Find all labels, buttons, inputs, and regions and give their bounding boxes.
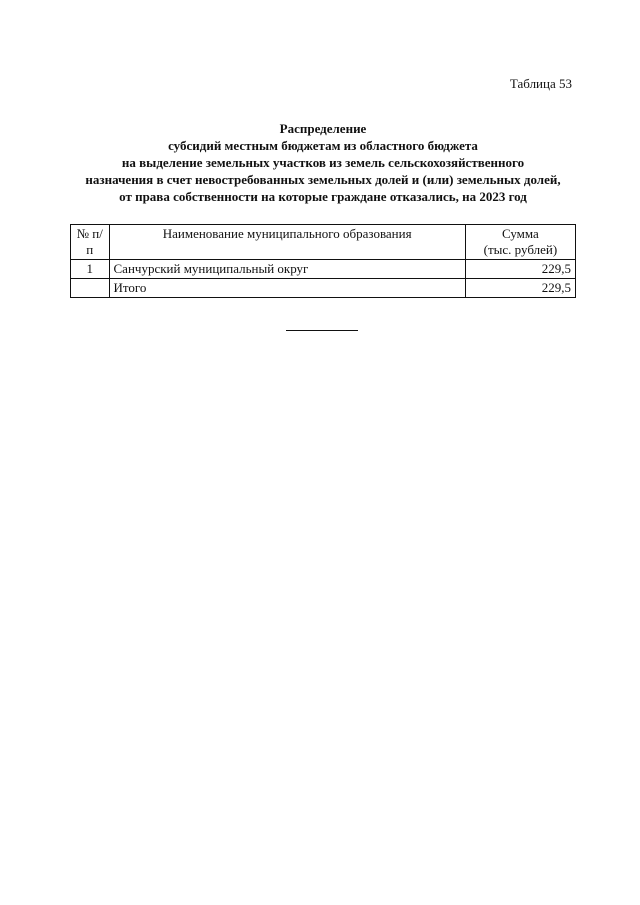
table-row bbox=[71, 260, 576, 279]
table-header-row bbox=[71, 225, 576, 260]
header-name: Наименование муниципального образования bbox=[109, 225, 465, 260]
title-line-4: назначения в счет невостребованных земельных долей и (или) земельных долей, bbox=[85, 172, 561, 187]
title-line-1: Распределение bbox=[279, 121, 367, 136]
table-row-total bbox=[71, 279, 576, 298]
row-name: Санчурский муниципальный округ bbox=[109, 260, 465, 279]
end-separator-line bbox=[286, 330, 358, 331]
document-title bbox=[70, 120, 576, 205]
header-num: № п/п bbox=[71, 225, 110, 260]
title-line-2: субсидий местным бюджетам из областного бюджета bbox=[168, 138, 478, 153]
row-name: Итого bbox=[109, 279, 465, 298]
title-line-3: на выделение земельных участков из земель сельскохозяйственного bbox=[121, 155, 525, 170]
row-sum: 229,5 bbox=[465, 260, 575, 279]
header-sum bbox=[465, 225, 575, 260]
row-sum: 229,5 bbox=[465, 279, 575, 298]
subsidy-table bbox=[70, 224, 576, 298]
table-number: Таблица 53 bbox=[509, 76, 572, 91]
row-num: 1 bbox=[71, 260, 110, 279]
header-sum-line1: Сумма bbox=[501, 226, 539, 241]
title-line-5: от права собственности на которые граждане отказались, на 2023 год bbox=[119, 189, 527, 204]
row-num bbox=[71, 279, 110, 298]
header-sum-line2: (тыс. рублей) bbox=[483, 242, 558, 257]
